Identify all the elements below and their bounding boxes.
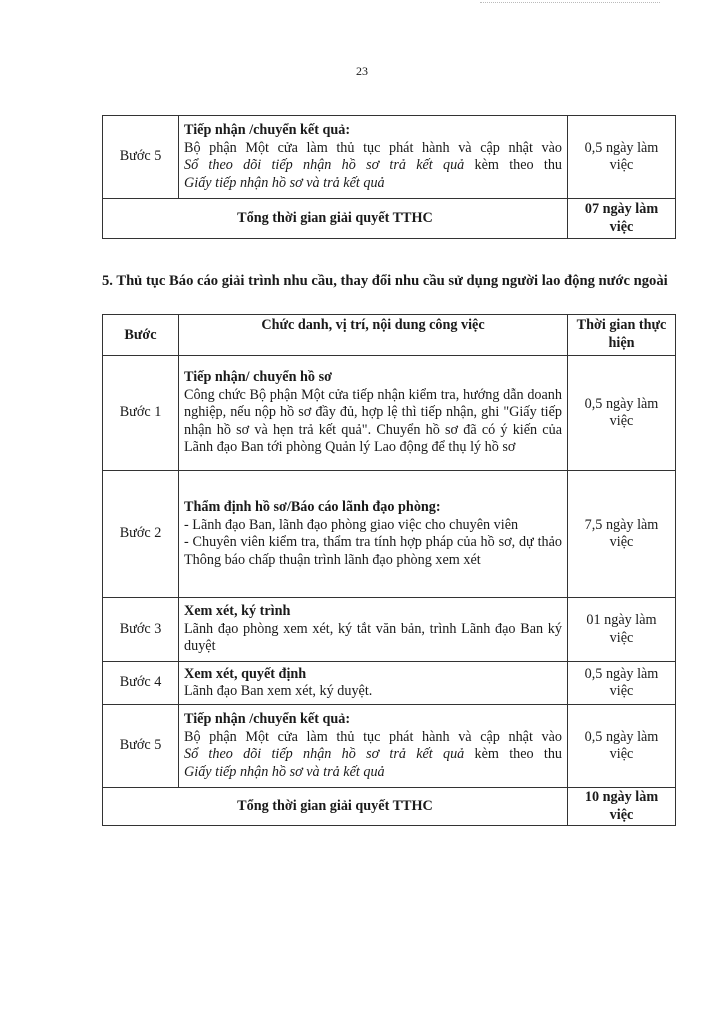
total-value: 07 ngày làm việc — [568, 199, 676, 239]
time-cell: 7,5 ngày làm việc — [568, 471, 676, 598]
step-desc-italic: Sổ theo dõi tiếp nhận hồ sơ trả kết quả — [184, 746, 465, 762]
table-previous-procedure — [102, 115, 676, 239]
step-desc: Bộ phận Một cửa làm thủ tục phát hành và cập nhật vào — [184, 728, 562, 745]
step-title: Thẩm định hồ sơ/Báo cáo lãnh đạo phòng: — [184, 499, 441, 515]
content-cell — [179, 705, 568, 788]
total-row — [103, 199, 676, 239]
step-cell: Bước 1 — [103, 356, 179, 471]
header-step: Bước — [103, 315, 179, 356]
content-cell — [179, 116, 568, 199]
step-title: Xem xét, quyết định — [184, 665, 307, 682]
page-number: 23 — [356, 64, 368, 78]
table-section-5 — [102, 314, 676, 826]
total-label: Tổng thời gian giải quyết TTHC — [103, 199, 568, 239]
step-desc: Bộ phận Một cửa làm thủ tục phát hành và cập nhật vào — [184, 139, 562, 156]
step-desc-b: - Chuyên viên kiểm tra, thẩm tra tính hợp pháp của hồ sơ, dự thảo Thông báo chấp thuận trình lãnh đạo phòng xem xét — [184, 534, 562, 568]
content-cell — [179, 356, 568, 471]
step-desc-line — [184, 157, 562, 175]
step-cell: Bước 5 — [103, 116, 179, 199]
step-desc: Công chức Bộ phận Một cửa tiếp nhận kiểm tra, hướng dẫn doanh nghiệp, nếu nộp hồ sơ đầy đủ, hợp lệ thì tiếp nhận, ghi "Giấy tiếp nhận hồ sơ và hẹn trả kết quả". Chuyển hồ sơ đã có ý kiến của Lãnh đạo Ban tới phòng Quản lý Lao động để thụ lý hồ sơ — [184, 386, 562, 456]
step-desc-italic: Giấy tiếp nhận hồ sơ và trả kết quả — [184, 174, 385, 191]
step-title: Xem xét, ký trình — [184, 603, 291, 620]
step-desc-text: kèm theo thu — [464, 746, 563, 762]
step-cell: Bước 4 — [103, 662, 179, 705]
step-title: Tiếp nhận /chuyển kết quả: — [184, 711, 351, 727]
header-content: Chức danh, vị trí, nội dung công việc — [179, 315, 568, 356]
table-row — [103, 116, 676, 199]
header-time: Thời gian thực hiện — [568, 315, 676, 356]
step-desc-italic: Sổ theo dõi tiếp nhận hồ sơ trả kết quả — [184, 157, 465, 173]
content-cell — [179, 662, 568, 705]
step-desc-italic: Giấy tiếp nhận hồ sơ và trả kết quả — [184, 763, 385, 780]
time-cell: 0,5 ngày làm việc — [568, 356, 676, 471]
step-desc-line — [184, 746, 562, 764]
time-cell: 0,5 ngày làm việc — [568, 705, 676, 788]
step-desc: Lãnh đạo Ban xem xét, ký duyệt. — [184, 683, 373, 699]
table-row — [103, 356, 676, 471]
step-cell: Bước 3 — [103, 598, 179, 662]
total-label: Tổng thời gian giải quyết TTHC — [103, 788, 568, 826]
time-cell: 0,5 ngày làm việc — [568, 662, 676, 705]
time-cell: 01 ngày làm việc — [568, 598, 676, 662]
step-cell: Bước 5 — [103, 705, 179, 788]
time-cell: 0,5 ngày làm việc — [568, 116, 676, 199]
total-value: 10 ngày làm việc — [568, 788, 676, 826]
step-title: Tiếp nhận/ chuyển hồ sơ — [184, 369, 332, 386]
table-row — [103, 662, 676, 705]
step-desc-a: - Lãnh đạo Ban, lãnh đạo phòng giao việc cho chuyên viên — [184, 516, 519, 533]
content-cell — [179, 471, 568, 598]
table-header-row — [103, 315, 676, 356]
scan-artifact — [480, 2, 660, 6]
table-row — [103, 471, 676, 598]
step-desc: Lãnh đạo phòng xem xét, ký tắt văn bản, trình Lãnh đạo Ban ký duyệt — [184, 620, 562, 655]
table-row — [103, 598, 676, 662]
step-title: Tiếp nhận /chuyển kết quả: — [184, 122, 351, 138]
table-row — [103, 705, 676, 788]
step-desc-text: kèm theo thu — [464, 157, 563, 173]
content-cell — [179, 598, 568, 662]
step-cell: Bước 2 — [103, 471, 179, 598]
total-row — [103, 788, 676, 826]
section-title: 5. Thủ tục Báo cáo giải trình nhu cầu, thay đổi nhu cầu sử dụng người lao động nước ngoài — [102, 273, 668, 289]
